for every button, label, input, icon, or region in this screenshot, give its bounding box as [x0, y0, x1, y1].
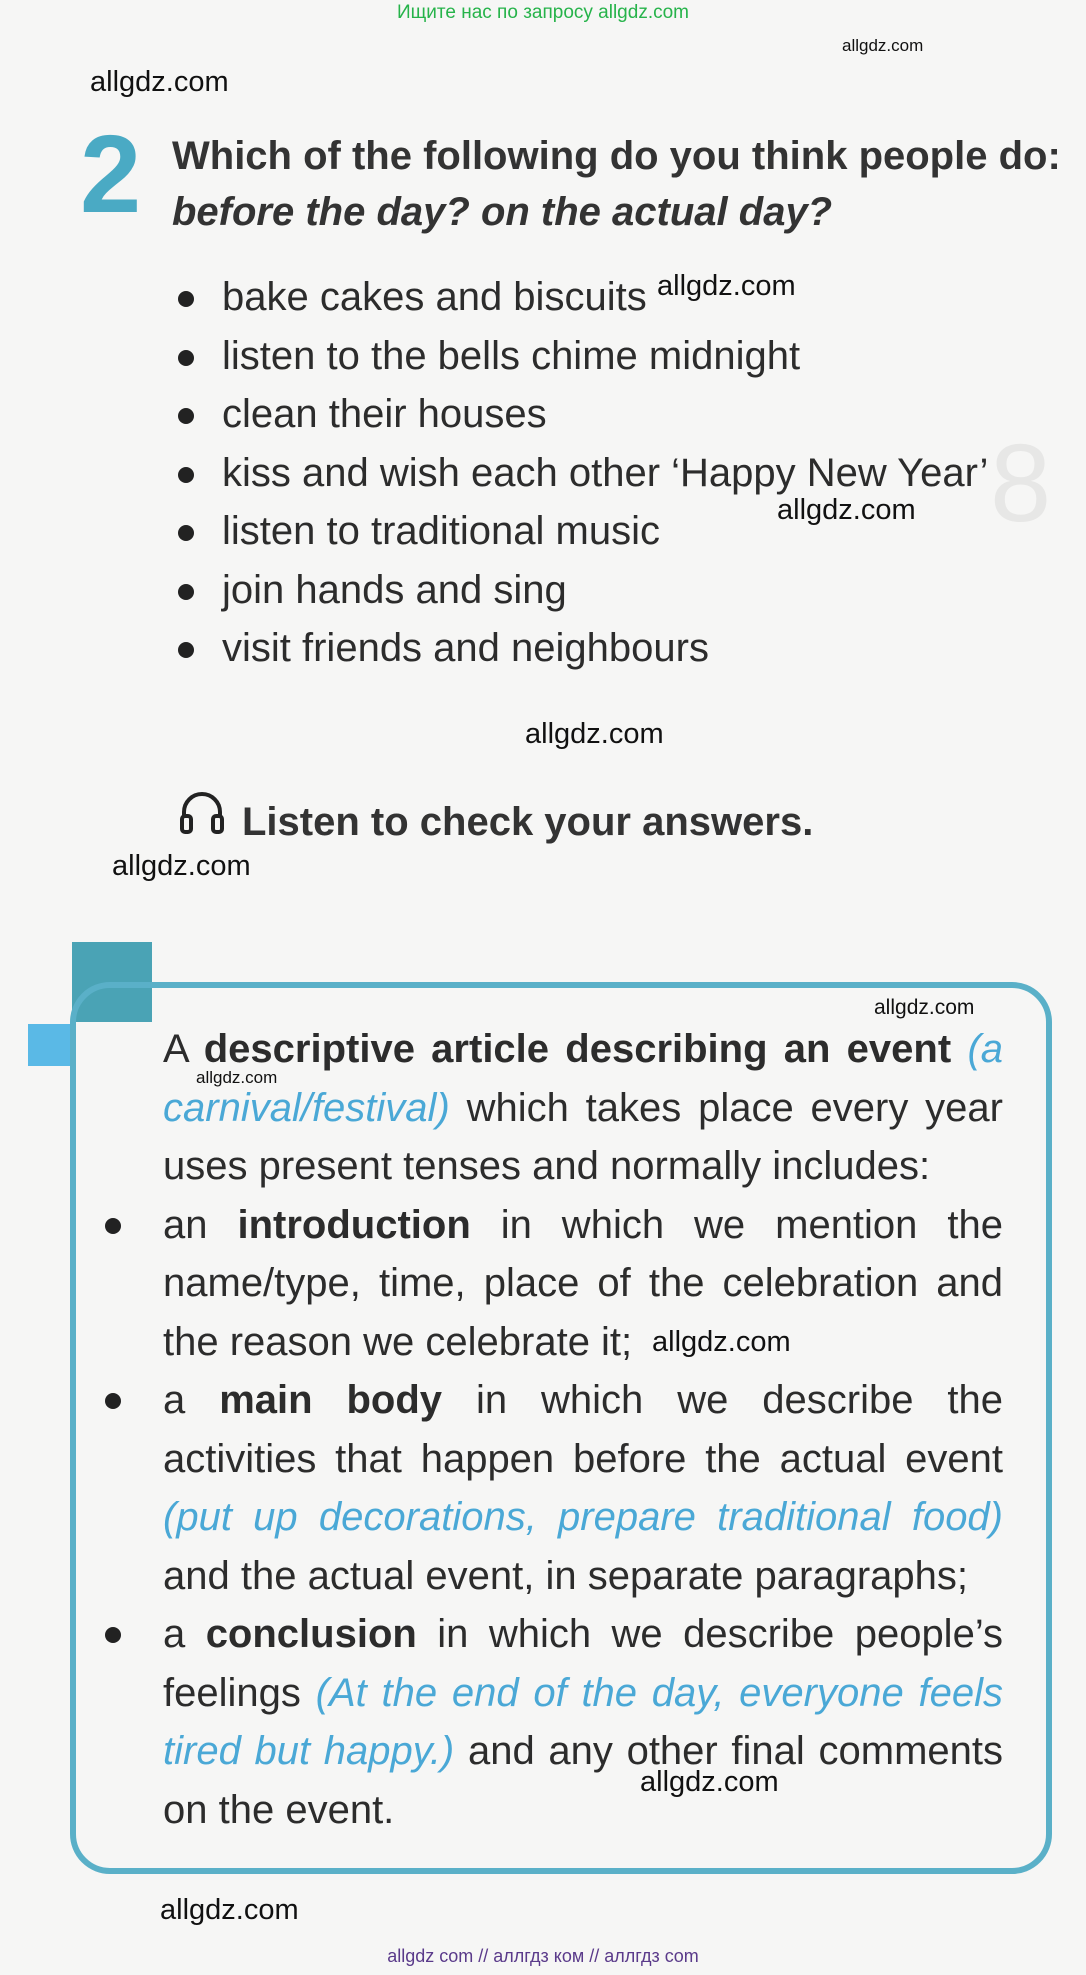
bullet [105, 1218, 121, 1234]
point-prefix: an [163, 1202, 208, 1247]
watermark: allgdz.com [112, 850, 251, 882]
point-prefix: a [163, 1612, 186, 1656]
point-example: (put up decorations, prepare traditional food) [163, 1495, 1003, 1539]
watermark: allgdz.com [657, 270, 796, 302]
bleed-through-number: 8 [990, 422, 1052, 545]
bullet [105, 1627, 121, 1643]
writing-tip-text [163, 1020, 1003, 1839]
top-banner[interactable]: Ищите нас по запросу allgdz.com [396, 2, 689, 23]
watermark: allgdz.com [652, 1326, 791, 1358]
watermark: allgdz.com [525, 718, 664, 750]
list-item: visit friends and neighbours [172, 619, 988, 678]
intro-example: (a carnival/festival) [163, 1027, 1004, 1130]
watermark: allgdz.com [160, 1894, 299, 1926]
list-item: listen to the bells chime midnight [172, 327, 988, 386]
exercise-title: Which of the following do you think people do: [172, 134, 1061, 178]
activity-list [172, 268, 988, 678]
tip-point-introduction [163, 1196, 1003, 1372]
watermark: allgdz.com [842, 36, 924, 55]
bullet [105, 1393, 121, 1409]
point-example: (At the end of the day, everyone feels tired but happy.) [163, 1670, 1003, 1773]
tip-point-conclusion [163, 1605, 1003, 1839]
point-text: in which we describe people’s feelings [163, 1612, 1003, 1715]
intro-bold: descriptive article describing an event [203, 1027, 952, 1071]
list-item: listen to traditional music [172, 502, 988, 561]
point-text: in which we mention the name/type, time, place of the celebration and the reason we celebrate it; [163, 1202, 1003, 1364]
point-after: and any other final comments on the event. [163, 1729, 1003, 1832]
exercise-number: 2 [80, 113, 142, 236]
headphones-icon [178, 788, 226, 836]
point-after: and the actual event, in separate paragraphs; [163, 1553, 968, 1598]
point-prefix: a [163, 1378, 186, 1422]
watermark: allgdz.com [640, 1766, 779, 1798]
watermark: allgdz.com [196, 1068, 278, 1087]
point-bold: conclusion [205, 1612, 417, 1656]
bottom-banner[interactable]: allgdz com // аллгдз ком // аллгдз com [387, 1946, 699, 1966]
watermark: allgdz.com [874, 996, 975, 1019]
list-item: kiss and wish each other ‘Happy New Year’ [172, 444, 988, 503]
watermark: allgdz.com [777, 494, 916, 526]
decor-square-small [28, 1024, 70, 1066]
listen-instruction: Listen to check your answers. [242, 800, 814, 844]
watermark: allgdz.com [90, 66, 229, 98]
point-bold: introduction [237, 1202, 471, 1247]
point-bold: main body [219, 1378, 443, 1422]
exercise-subtitle: before the day? on the actual day? [172, 190, 833, 234]
intro-article: A [163, 1027, 188, 1071]
point-text: in which we describe the activities that happen before the actual event [163, 1378, 1003, 1481]
list-item: clean their houses [172, 385, 988, 444]
list-item: bake cakes and biscuits [172, 268, 988, 327]
intro-rest: which takes place every year uses present tenses and normally includes: [163, 1085, 1003, 1188]
tip-intro [163, 1020, 1003, 1196]
tip-point-main-body [163, 1371, 1003, 1605]
list-item: join hands and sing [172, 561, 988, 620]
